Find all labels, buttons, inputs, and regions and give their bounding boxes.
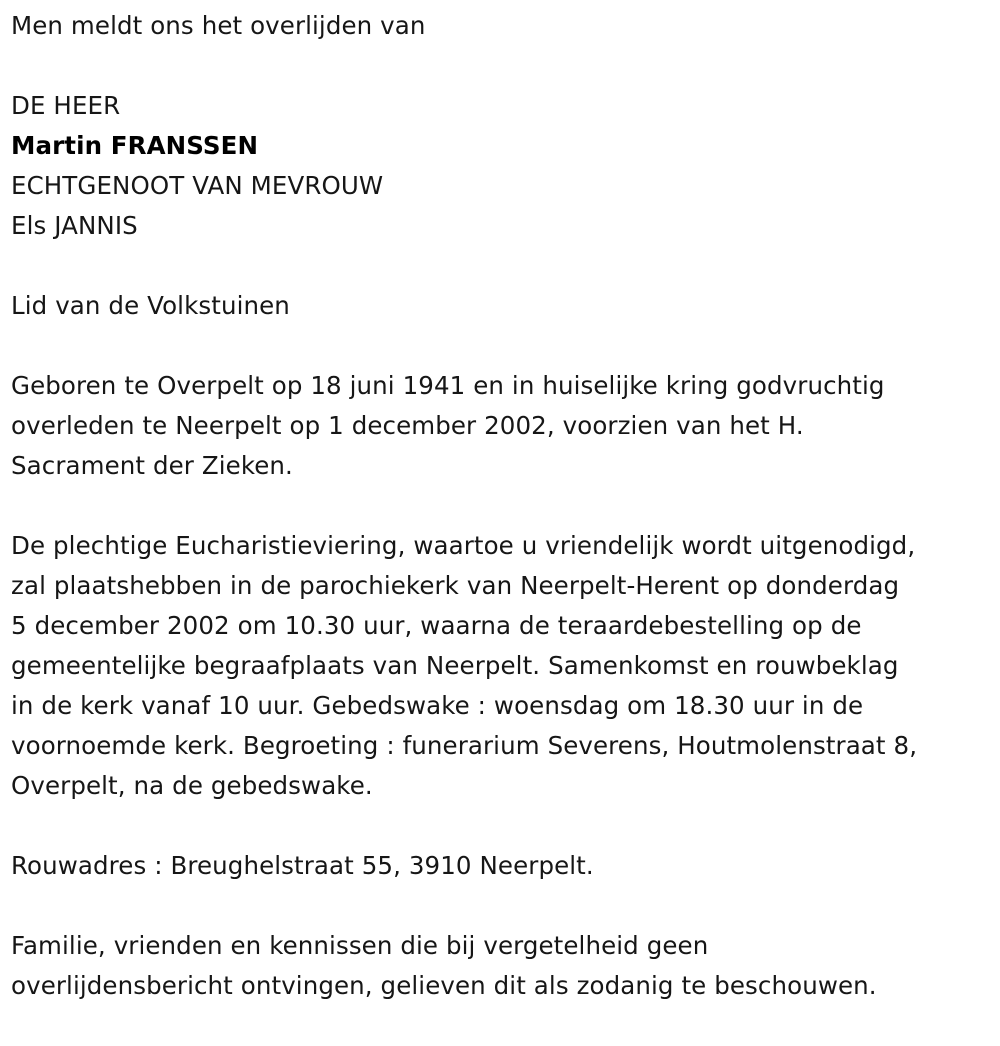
mourning-address: Rouwadres : Breughelstraat 55, 3910 Neerpelt. <box>11 851 594 880</box>
intro-text: Men meldt ons het overlijden van <box>11 11 426 40</box>
paragraph-line: De plechtige Eucharistieviering, waartoe u vriendelijk wordt uitgenodigd, <box>11 531 916 560</box>
obituary-notice <box>11 0 991 1006</box>
paragraph-line: in de kerk vanaf 10 uur. Gebedswake : woensdag om 18.30 uur in de <box>11 691 864 720</box>
paragraph-line: zal plaatshebben in de parochiekerk van Neerpelt-Herent op donderdag <box>11 571 900 600</box>
paragraph-line: voornoemde kerk. Begroeting : funerarium Severens, Houtmolenstraat 8, <box>11 731 918 760</box>
deceased-name: Martin FRANSSEN <box>11 131 259 160</box>
deceased-title: DE HEER <box>11 91 121 120</box>
birth-death-paragraph <box>11 366 991 486</box>
paragraph-line: Sacrament der Zieken. <box>11 451 293 480</box>
paragraph-line: overlijdensbericht ontvingen, gelieven dit als zodanig te beschouwen. <box>11 971 877 1000</box>
paragraph-line: 5 december 2002 om 10.30 uur, waarna de teraardebestelling op de <box>11 611 862 640</box>
spacer <box>11 486 991 526</box>
membership-text: Lid van de Volkstuinen <box>11 291 290 320</box>
paragraph-line: overleden te Neerpelt op 1 december 2002, voorzien van het H. <box>11 411 804 440</box>
spacer <box>11 806 991 846</box>
spacer <box>11 326 991 366</box>
paragraph-line: gemeentelijke begraafplaats van Neerpelt. Samenkomst en rouwbeklag <box>11 651 899 680</box>
paragraph-line: Overpelt, na de gebedswake. <box>11 771 373 800</box>
relation-text: ECHTGENOOT VAN MEVROUW <box>11 171 384 200</box>
closing-paragraph <box>11 926 991 1006</box>
spouse-name: Els JANNIS <box>11 211 138 240</box>
spacer <box>11 886 991 926</box>
paragraph-line: Familie, vrienden en kennissen die bij vergetelheid geen <box>11 931 709 960</box>
ceremony-paragraph <box>11 526 991 806</box>
spacer <box>11 246 991 286</box>
spacer <box>11 46 991 86</box>
paragraph-line: Geboren te Overpelt op 18 juni 1941 en in huiselijke kring godvruchtig <box>11 371 885 400</box>
